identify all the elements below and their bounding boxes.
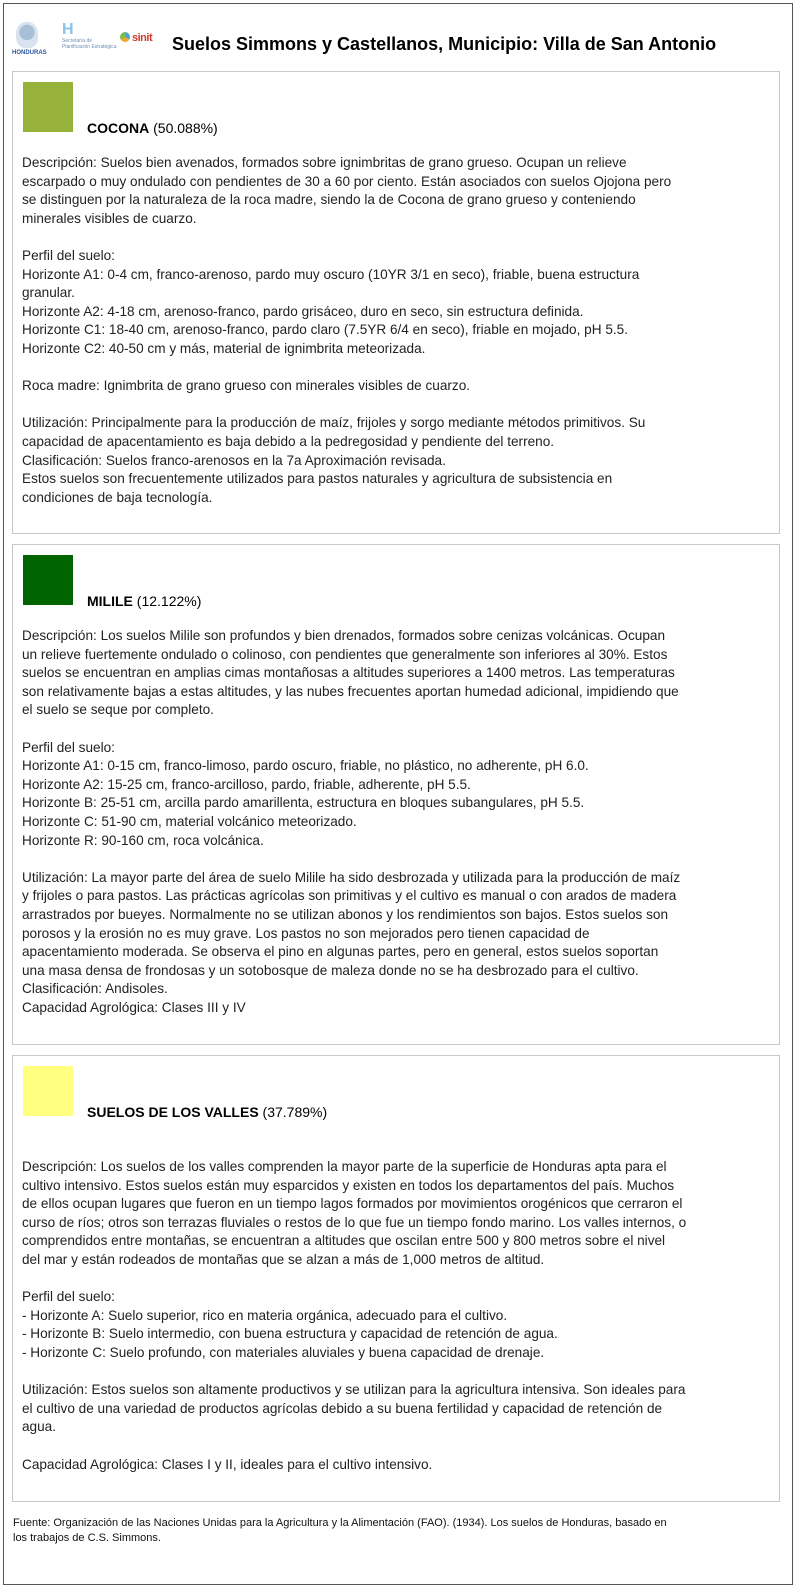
- text-line: Capacidad Agrológica: Clases III y IV: [22, 999, 246, 1015]
- paragraph-gap: [22, 1437, 770, 1456]
- secretaria-logo-mark: H: [62, 21, 74, 38]
- text-line: Horizonte A2: 4-18 cm, arenoso-franco, pardo grisáceo, duro en seco, sin estructura definida.: [22, 303, 584, 319]
- text-line: Horizonte C2: 40-50 cm y más, material de ignimbrita meteorizada.: [22, 340, 426, 356]
- soil-heading: [87, 593, 201, 609]
- soil-percentage: (37.789%): [262, 1104, 328, 1120]
- report-header: [4, 4, 792, 72]
- paragraph-gap: [22, 850, 770, 869]
- honduras-logo: [12, 22, 47, 62]
- text-line: Horizonte C1: 18-40 cm, arenoso-franco, pardo claro (7.5YR 6/4 en seco), friable en mojado, pH 5.5.: [22, 322, 628, 338]
- text-line: el cultivo de una variedad de productos agrícolas debido a su buena fertilidad y capacidad de retención de: [22, 1400, 663, 1416]
- text-line: Descripción: Los suelos Milile son profundos y bien drenados, formados sobre cenizas volcánicas. Ocupan: [22, 628, 666, 643]
- secretaria-logo-text: Secretaría de Planificación Estratégica: [62, 38, 117, 50]
- sinit-logo-text: sinit: [132, 32, 153, 44]
- text-line: Horizonte B: 25-51 cm, arcilla pardo amarillenta, estructura en bloques subangulares, pH 5.5.: [22, 795, 585, 811]
- soil-section-cocona: [12, 71, 780, 534]
- text-line: del mar y están rodeados de montañas que se alzan a más de 1,000 metros de altitud.: [22, 1251, 545, 1267]
- source-footer: [13, 1516, 783, 1546]
- sinit-circle-icon: [120, 32, 130, 42]
- text-line: Descripción: Suelos bien avenados, formados sobre ignimbritas de grano grueso. Ocupan un relieve: [22, 155, 627, 170]
- soil-heading: [87, 1104, 327, 1120]
- soil-percentage: (50.088%): [153, 120, 218, 136]
- text-line: capacidad de apacentamiento es baja debido a la pedregosidad y pendiente del terreno.: [22, 433, 555, 449]
- paragraph-gap: [22, 228, 770, 247]
- text-line: Perfil del suelo:: [22, 247, 115, 263]
- text-line: Horizonte A1: 0-15 cm, franco-limoso, pardo oscuro, friable, no plástico, no adherente, pH 6.0.: [22, 758, 589, 774]
- soil-section-valles: [12, 1055, 780, 1502]
- text-line: Roca madre: Ignimbrita de grano grueso con minerales visibles de cuarzo.: [22, 378, 471, 394]
- source-line: Fuente: Organización de las Naciones Unidas para la Agricultura y la Alimentación (FAO). (1934). Los suelos de Honduras, basado en: [13, 1517, 667, 1529]
- text-line: Horizonte A2: 15-25 cm, franco-arcilloso, pardo, friable, adherente, pH 5.5.: [22, 776, 471, 792]
- text-line: Descripción: Los suelos de los valles comprenden la mayor parte de la superficie de Honduras apta para el: [22, 1159, 667, 1174]
- text-line: - Horizonte B: Suelo intermedio, con buena estructura y capacidad de retención de agua.: [22, 1326, 558, 1342]
- sinit-logo: [120, 32, 152, 44]
- secretaria-logo: [62, 22, 118, 62]
- text-line: Horizonte A1: 0-4 cm, franco-arenoso, pardo muy oscuro (10YR 3/1 en seco), friable, buena estructura: [22, 266, 640, 282]
- report-page: [3, 3, 793, 1585]
- text-line: - Horizonte C: Suelo profundo, con materiales aluviales y buena capacidad de drenaje.: [22, 1344, 545, 1360]
- text-line: y frijoles o para pastos. Las prácticas agrícolas son primitivas y el cultivo es manual o con arados de madera: [22, 888, 677, 904]
- soil-name: COCONA: [87, 120, 150, 136]
- text-line: son relativamente bajas a estas altitudes, y las nubes frecuentes aportan humedad adicional, impidiendo que: [22, 683, 679, 699]
- soil-description: [22, 627, 770, 1017]
- soil-heading: [87, 120, 218, 136]
- source-line: los trabajos de C.S. Simmons.: [13, 1532, 161, 1544]
- text-line: Horizonte R: 90-160 cm, roca volcánica.: [22, 832, 264, 848]
- text-line: una masa densa de frondosas y un sotobosque de maleza donde no se ha desbrozado para el cultivo.: [22, 962, 639, 978]
- paragraph-gap: [22, 396, 770, 415]
- text-line: suelos se encuentran en amplias cimas montañosas a altitudes superiores a 1400 metros. Las temperaturas: [22, 665, 675, 681]
- text-line: agua.: [22, 1419, 57, 1435]
- text-line: escarpado o muy ondulado con pendientes de 30 a 60 por ciento. Están asociados con suelos Ojojona pero: [22, 173, 672, 189]
- color-swatch: [23, 555, 73, 605]
- text-line: Utilización: Principalmente para la producción de maíz, frijoles y sorgo mediante métodos primitivos. Su: [22, 415, 646, 431]
- honduras-logo-text: HONDURAS: [12, 50, 47, 56]
- text-line: cultivo intensivo. Estos suelos están muy esparcidos y existen en todos los departamentos del país. Muchos: [22, 1177, 675, 1193]
- text-line: Clasificación: Suelos franco-arenosos en la 7a Aproximación revisada.: [22, 452, 446, 468]
- paragraph-gap: [22, 720, 770, 739]
- text-line: Capacidad Agrológica: Clases I y II, ideales para el cultivo intensivo.: [22, 1456, 433, 1472]
- text-line: de ellos ocupan lugares que fueron en un tiempo lagos formados por movimientos orogénicos que cerraron el: [22, 1196, 683, 1212]
- text-line: Perfil del suelo:: [22, 1289, 115, 1305]
- soil-name: SUELOS DE LOS VALLES: [87, 1104, 259, 1120]
- soil-percentage: (12.122%): [136, 593, 202, 609]
- text-line: arrastrados por bueyes. Normalmente no se utilizan abonos y los rendimientos son bajos. Estos suelos son: [22, 906, 669, 922]
- text-line: un relieve fuertemente ondulado o colinoso, con pendientes que generalmente son inferiores al 30%. Estos: [22, 646, 668, 662]
- honduras-crest-icon: [16, 22, 38, 48]
- text-line: Clasificación: Andisoles.: [22, 981, 168, 997]
- text-line: - Horizonte A: Suelo superior, rico en materia orgánica, adecuado para el cultivo.: [22, 1307, 508, 1323]
- text-line: comprendidos entre montañas, se encuentran a altitudes que oscilan entre 500 y 800 metros sobre el nivel: [22, 1233, 666, 1249]
- text-line: Perfil del suelo:: [22, 739, 115, 755]
- text-line: condiciones de baja tecnología.: [22, 489, 213, 505]
- text-line: Estos suelos son frecuentemente utilizados para pastos naturales y agricultura de subsistencia en: [22, 471, 613, 487]
- text-line: se distinguen por la naturaleza de la roca madre, siendo la de Cocona de grano grueso y conteniendo: [22, 192, 636, 208]
- text-line: Horizonte C: 51-90 cm, material volcánico meteorizado.: [22, 813, 357, 829]
- paragraph-gap: [22, 1363, 770, 1382]
- paragraph-gap: [22, 359, 770, 378]
- text-line: minerales visibles de cuarzo.: [22, 210, 197, 226]
- soil-name: MILILE: [87, 593, 133, 609]
- text-line: el suelo se seque por completo.: [22, 702, 214, 718]
- page-title: Suelos Simmons y Castellanos, Municipio: Villa de San Antonio: [172, 34, 717, 54]
- text-line: apacentamiento moderada. Se observa el pino en algunas partes, pero en general, estos suelos soportan: [22, 944, 659, 960]
- soil-section-milile: [12, 544, 780, 1045]
- soil-description: [22, 154, 770, 507]
- color-swatch: [23, 82, 73, 132]
- text-line: granular.: [22, 285, 75, 301]
- text-line: porosos y la erosión no es muy grave. Los pastos no son mejorados pero tienen capacidad de: [22, 925, 590, 941]
- soil-description: [22, 1158, 770, 1474]
- text-line: curso de ríos; otros son terrazas fluviales o restos de lo que fue un tiempo fondo marino. Los valles internos, o: [22, 1214, 687, 1230]
- text-line: Utilización: Estos suelos son altamente productivos y se utilizan para la agricultura intensiva. Son ideales para: [22, 1382, 686, 1398]
- text-line: Utilización: La mayor parte del área de suelo Milile ha sido desbrozada y utilizada para la producción de maíz: [22, 869, 681, 885]
- color-swatch: [23, 1066, 73, 1116]
- paragraph-gap: [22, 1270, 770, 1289]
